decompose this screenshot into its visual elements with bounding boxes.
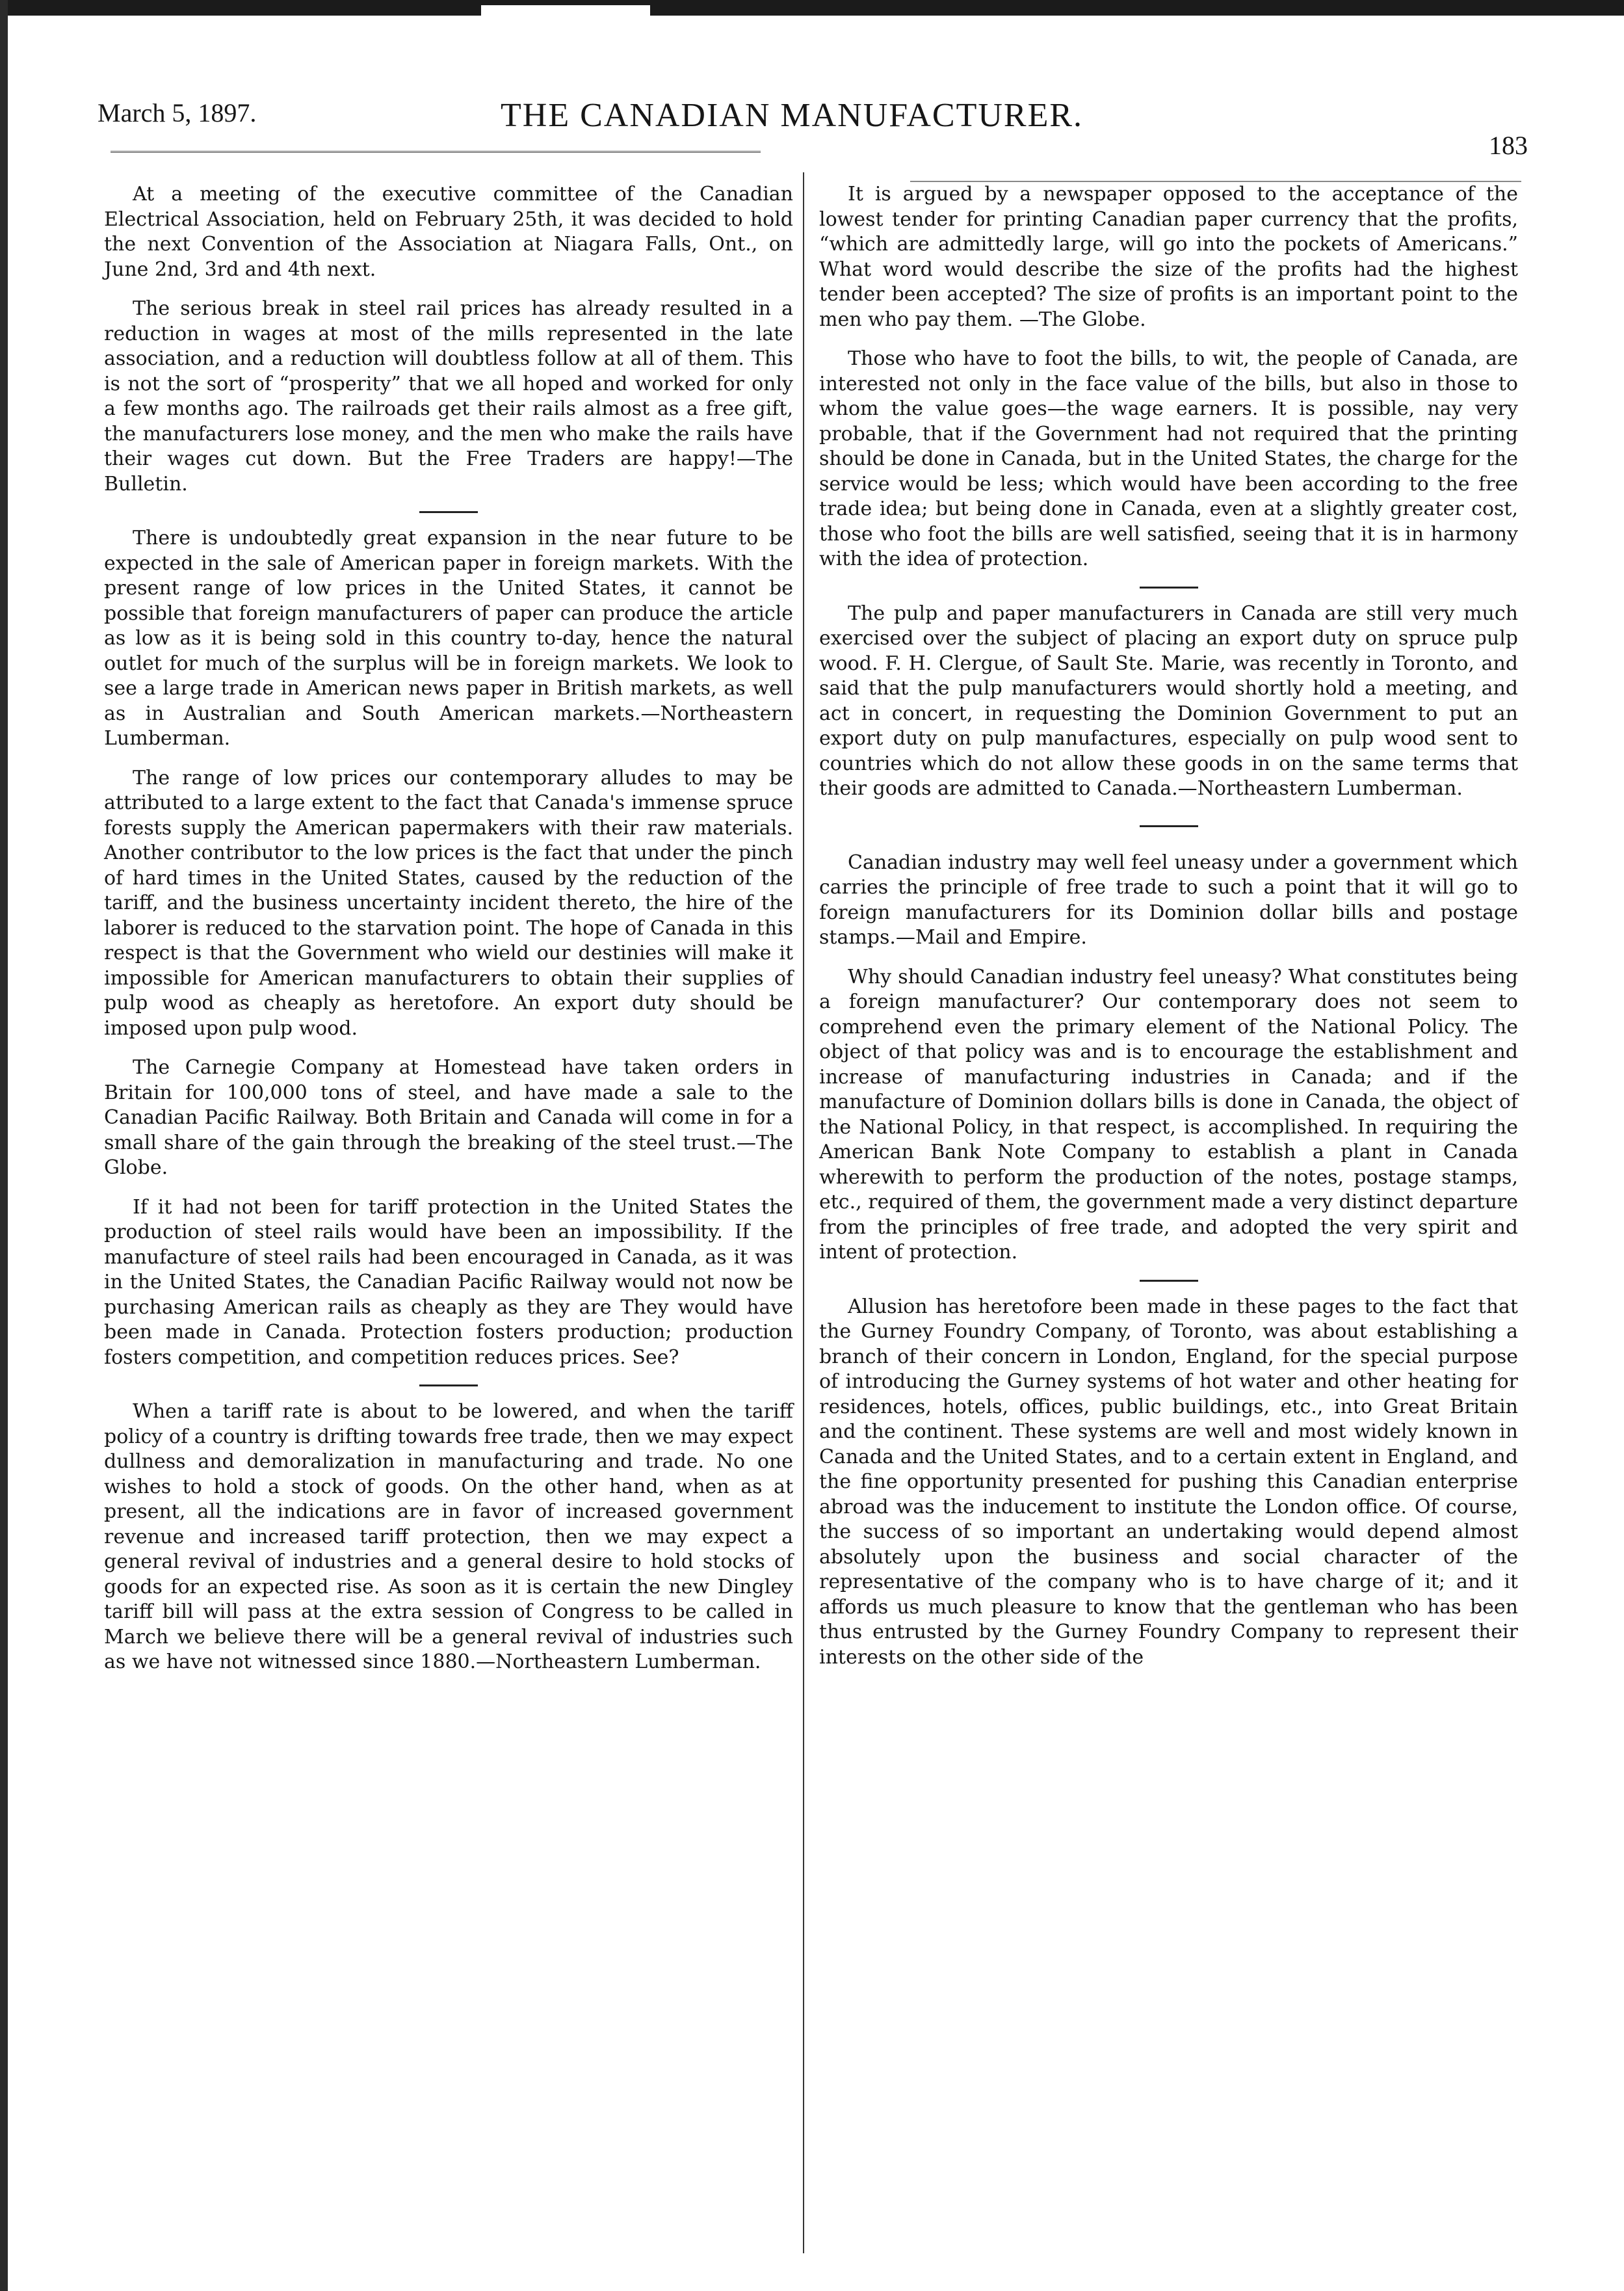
article-separator (1140, 587, 1198, 589)
header-rule (111, 151, 761, 153)
article-separator (1140, 825, 1198, 827)
article-paragraph: The pulp and paper manufacturers in Canada are still very much exercised over the subject of placing an export duty on spruce pulp wood. F. H. Clergue, of Sault Ste. Marie, was recently in Toronto, and said that the pulp manufacturers would shortly hold a meeting, and act in concert, in requesting the Dominion Government to put an export duty on pulp manufactures, especially on pulp wood sent to countries which do not allow these goods in on the same terms that their goods are admitted to Canada.—Northeastern Lumberman. (819, 602, 1518, 800)
article-paragraph: Allusion has heretofore been made in these pages to the fact that the Gurney Foundry Company, of Toronto, was about establishing a branch of their concern in London, England, for the special purpose of introducing the Gurney systems of hot water and other heating for residences, hotels, offices, public buildings, etc., into Great Britain and the continent. These systems are well and most widely known in Canada and the United States, and to a certain extent in England, and the fine opportunity presented for pushing this Canadian enterprise abroad was the inducement to institute the London office. Of course, the success of so important an undertaking would depend almost absolutely upon the business and social character of the representative of the company who is to have charge of it; and it affords us much pleasure to know that the gentleman who has been thus entrusted by the Gurney Foundry Company to represent their interests on the other side of the (819, 1295, 1518, 1669)
article-paragraph: At a meeting of the executive committee of the Canadian Electrical Association, held on February 25th, it was decided to hold the next Convention of the Association at Niagara Falls, Ont., on June 2nd, 3rd and 4th next. (104, 183, 793, 281)
scan-top-edge (0, 0, 1624, 16)
article-paragraph: There is undoubtedly great expansion in the near future to be expected in the sale of American paper in foreign markets. With the present range of low prices in the United States, it cannot be possible that foreign manufacturers of paper can produce the article as low as it is being sold in this country to-day, hence the natural outlet for much of the surplus will be in foreign markets. We look to see a large trade in American news paper in British markets, as well as in Australian and South American markets.—Northeastern Lumberman. (104, 527, 793, 750)
article-paragraph: The serious break in steel rail prices has already resulted in a reduction in wages at most of the mills represented in the late association, and a reduction will doubtless follow at all of them. This is not the sort of “prosperity” that we all hoped and worked for only a few months ago. The railroads get their rails almost as a free gift, the manufacturers lose money, and the men who make the rails have their wages cut down. But the Free Traders are happy!—The Bulletin. (104, 297, 793, 496)
page-header (98, 98, 1528, 163)
article-separator (419, 511, 478, 513)
scan-top-edge-gap (481, 5, 650, 16)
publication-title: THE CANADIAN MANUFACTURER. (501, 97, 1084, 134)
article-paragraph: If it had not been for tariff protection in the United States the production of steel rails would have been an impossibility. If the manufacture of steel rails had been encouraged in Canada, as it was in the United States, the Canadian Pacific Railway would not now be purchasing American rails as cheaply as they are They would have been made in Canada. Protection fosters production; production fosters competition, and competition reduces prices. See? (104, 1195, 793, 1369)
article-paragraph: Why should Canadian industry feel uneasy? What constitutes being a foreign manufacturer? Our contemporary does not seem to comprehend even the primary element of the National Policy. The object of that policy was and is to encourage the establishment and increase of manufacturing industries in Canada; and if the manufacture of Dominion dollars bills is done in Canada, the object of the National Policy, in that respect, is accomplished. In requiring the American Bank Note Company to establish a plant in Canada wherewith to perform the production of the notes, postage stamps, etc., required of them, the government made a very distinct departure from the principles of free trade, and adopted the very spirit and intent of protection. (819, 965, 1518, 1264)
article-paragraph: The Carnegie Company at Homestead have taken orders in Britain for 100,000 tons of steel, and have made a sale to the Canadian Pacific Railway. Both Britain and Canada will come in for a small share of the gain through the breaking of the steel trust.—The Globe. (104, 1056, 793, 1179)
article-paragraph: When a tariff rate is about to be lowered, and when the tariff policy of a country is drifting towards free trade, then we may expect dullness and demoralization in manufacturing and trade. No one wishes to hold a stock of goods. On the other hand, when as at present, all the indications are in favor of increased government revenue and increased tariff protection, then we may expect a general revival of industries and a general desire to hold stocks of goods for an expected rise. As soon as it is certain the new Dingley tariff bill will pass at the extra session of Congress to be called in March we believe there will be a general revival of industries such as we have not witnessed since 1880.—Northeastern Lumberman. (104, 1400, 793, 1673)
left-column (104, 182, 793, 1675)
scan-left-edge (0, 0, 8, 2291)
article-paragraph: Those who have to foot the bills, to wit, the people of Canada, are interested not only in the face value of the bills, but also in those to whom the value goes—the wage earners. It is possible, nay very probable, that if the Government had not required that the printing should be done in Canada, but in the United States, the charge for the service would be less; which would have been according to the free trade idea; but being done in Canada, even at a slightly greater cost, those who foot the bills are well satisfied, seeing that it is in harmony with the idea of protection. (819, 347, 1518, 570)
article-separator (1140, 1280, 1198, 1282)
article-paragraph: The range of low prices our contemporary alludes to may be attributed to a large extent to the fact that Canada's immense spruce forests supply the American papermakers with their raw materials. Another contributor to the low prices is the fact that under the pinch of hard times in the United States, caused by the reduction of the tariff, and the business uncertainty incident thereto, the hire of the laborer is reduced to the starvation point. The hope of Canada in this respect is that the Government who wield our destinies will make it impossible for American manufacturers to obtain their supplies of pulp wood as cheaply as heretofore. An export duty should be imposed upon pulp wood. (104, 766, 793, 1040)
issue-date: March 5, 1897. (98, 98, 257, 127)
page-number: 183 (1489, 131, 1528, 160)
article-paragraph: It is argued by a newspaper opposed to the acceptance of the lowest tender for printing Canadian paper currency that the profits, “which are admittedly large, will go into the pockets of Americans.” What word would describe the size of the profits had the highest tender been accepted? The size of profits is an important point to the men who pay them. —The Globe. (819, 183, 1518, 331)
column-divider (803, 172, 804, 2253)
right-column (819, 182, 1518, 1670)
article-paragraph: Canadian industry may well feel uneasy under a government which carries the principle of free trade to such a point that it will go to foreign manufacturers for its Dominion dollar bills and postage stamps.—Mail and Empire. (819, 851, 1518, 949)
article-separator (419, 1384, 478, 1386)
